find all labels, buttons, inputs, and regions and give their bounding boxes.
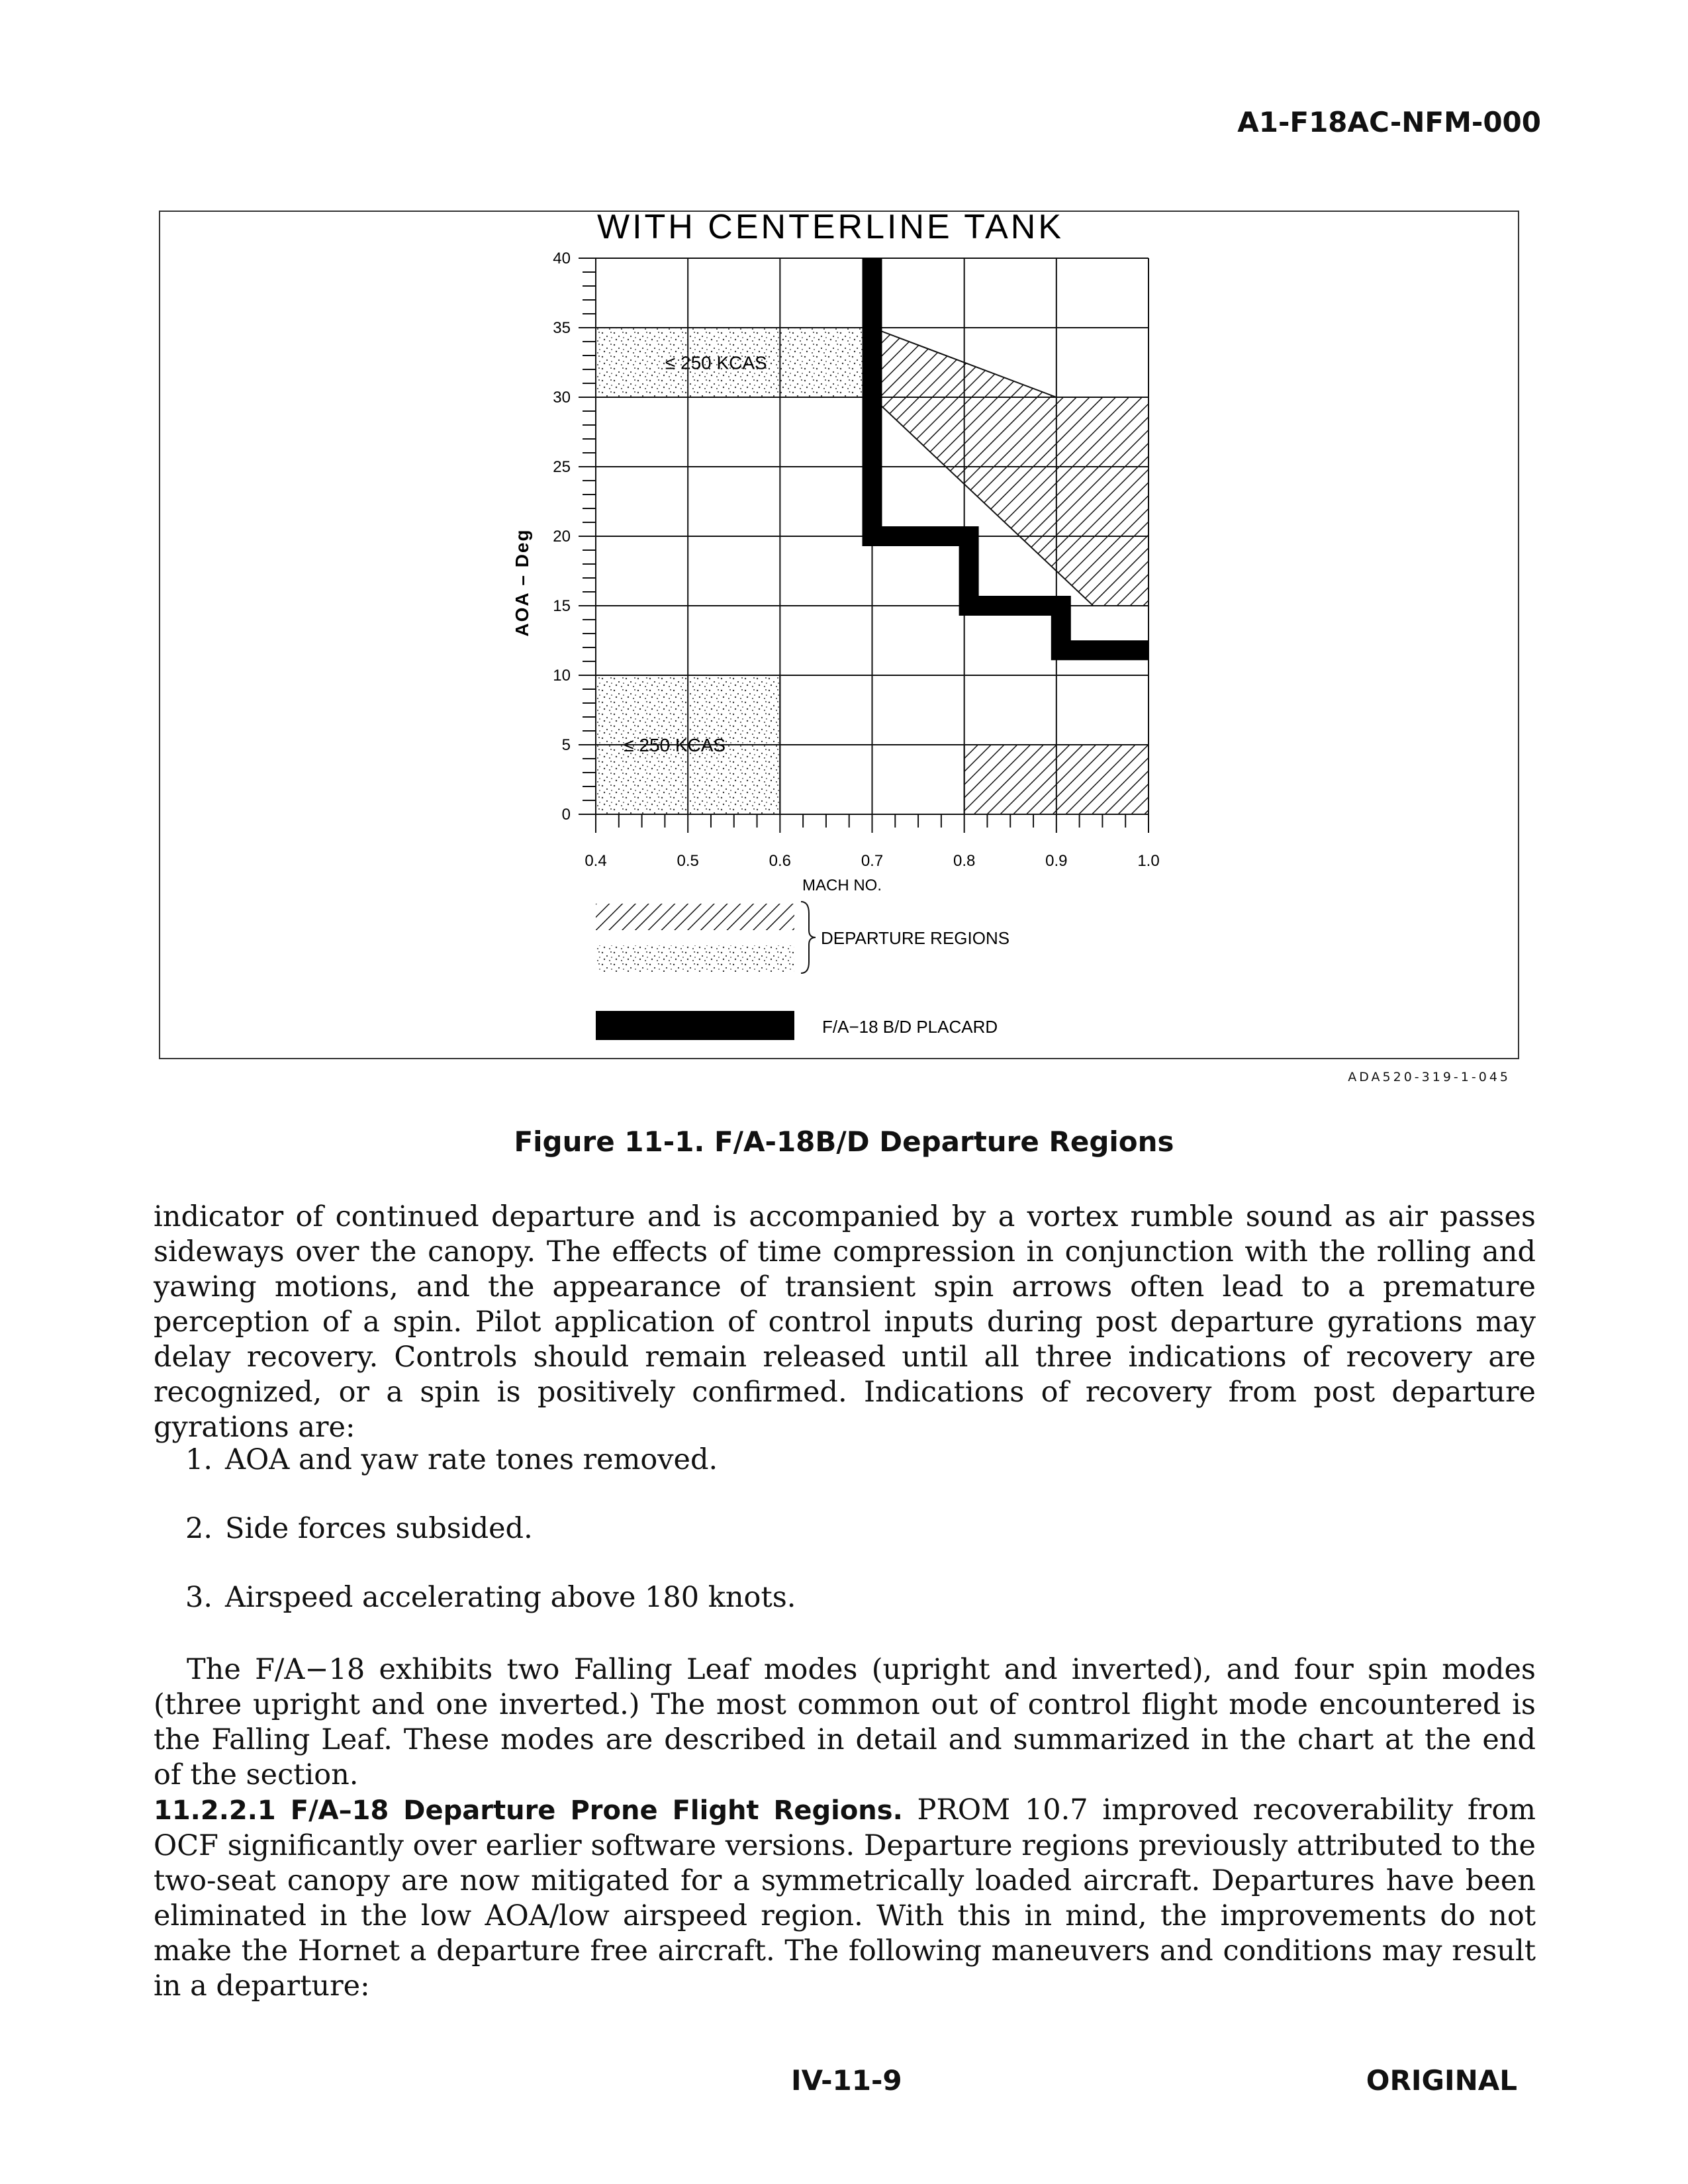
- chart-title: WITH CENTERLINE TANK: [597, 212, 1064, 246]
- list-number: 2.: [185, 1512, 213, 1545]
- paragraph-3-text: PROM 10.7 improved recoverability from OCF significantly over earlier software versions. Departure regions previously attributed to the two-seat canopy are now mitigated for a symmetrically loaded aircraft. Departures have been eliminated in the low AOA/low airspeed region. With this in mind, the improvements do not make the Hornet a departure free aircraft. The following maneuvers and conditions may result in a departure:: [154, 1793, 1536, 2003]
- page-number: IV-11-9: [791, 2064, 902, 2097]
- list-item: [185, 1581, 796, 1614]
- paragraph-3: [154, 1793, 1536, 2004]
- y-tick-label: 35: [553, 319, 571, 337]
- list-item: [185, 1512, 533, 1545]
- y-tick-label: 10: [553, 667, 571, 685]
- region-label: ≤ 250 KCAS: [624, 735, 726, 755]
- list-number: 1.: [185, 1443, 213, 1476]
- legend-hatch-swatch: [596, 904, 794, 930]
- x-axis-label: MACH NO.: [802, 877, 882, 894]
- legend-placard-swatch: [596, 1011, 794, 1040]
- y-tick-label: 0: [561, 806, 571, 824]
- y-tick-label: 20: [553, 528, 571, 546]
- figure-frame: [159, 211, 1519, 1059]
- y-tick-label: 40: [553, 250, 571, 267]
- y-tick-label: 25: [553, 458, 571, 476]
- legend-departure-label: DEPARTURE REGIONS: [821, 928, 1010, 948]
- x-tick-label: 0.4: [585, 852, 607, 870]
- section-heading: 11.2.2.1 F/A–18 Departure Prone Flight Regions.: [154, 1795, 903, 1826]
- y-tick-label: 15: [553, 597, 571, 615]
- list-text: AOA and yaw rate tones removed.: [225, 1443, 718, 1476]
- document-id: A1-F18AC-NFM-000: [1237, 106, 1541, 138]
- region-label: ≤ 250 KCAS: [665, 352, 767, 373]
- paragraph-1: indicator of continued departure and is accompanied by a vortex rumble sound as air passes sideways over the canopy. The effects of time compression in conjunction with the rolling and yawing motions, and the appearance of transient spin arrows often lead to a premature perception of a spin. Pilot application of control inputs during post departure gyrations may delay recovery. Controls should remain released until all three indications of recovery are recognized, or a spin is positively confirmed. Indications of recovery from post departure gyrations are:: [154, 1200, 1536, 1444]
- y-tick-label: 5: [561, 736, 571, 754]
- x-tick-label: 0.6: [769, 852, 792, 870]
- legend-placard-label: F/A−18 B/D PLACARD: [822, 1017, 998, 1037]
- y-tick-label: 30: [553, 389, 571, 406]
- list-item: [185, 1443, 718, 1476]
- x-tick-label: 0.5: [677, 852, 699, 870]
- x-tick-label: 0.8: [953, 852, 976, 870]
- figure-id-code: ADA520-319-1-045: [1348, 1070, 1511, 1084]
- legend-brace: [801, 902, 816, 973]
- figure-caption: Figure 11-1. F/A-18B/D Departure Regions: [514, 1125, 1174, 1158]
- y-axis-label: AOA – Deg: [512, 528, 532, 637]
- x-tick-label: 1.0: [1137, 852, 1160, 870]
- departure-chart: [160, 212, 1518, 1058]
- legend: [596, 902, 1009, 1040]
- paragraph-2: The F/A−18 exhibits two Falling Leaf modes (upright and inverted), and four spin modes (three upright and one inverted.) The most common out of control flight mode encountered is the Falling Leaf. These modes are described in detail and summarized in the chart at the end of the section.: [154, 1653, 1536, 1791]
- legend-stipple-swatch: [596, 945, 794, 972]
- footer-status: ORIGINAL: [1366, 2064, 1517, 2097]
- list-text: Airspeed accelerating above 180 knots.: [225, 1581, 796, 1614]
- x-tick-label: 0.7: [861, 852, 884, 870]
- list-text: Side forces subsided.: [225, 1512, 533, 1545]
- x-tick-label: 0.9: [1045, 852, 1068, 870]
- list-number: 3.: [185, 1581, 213, 1614]
